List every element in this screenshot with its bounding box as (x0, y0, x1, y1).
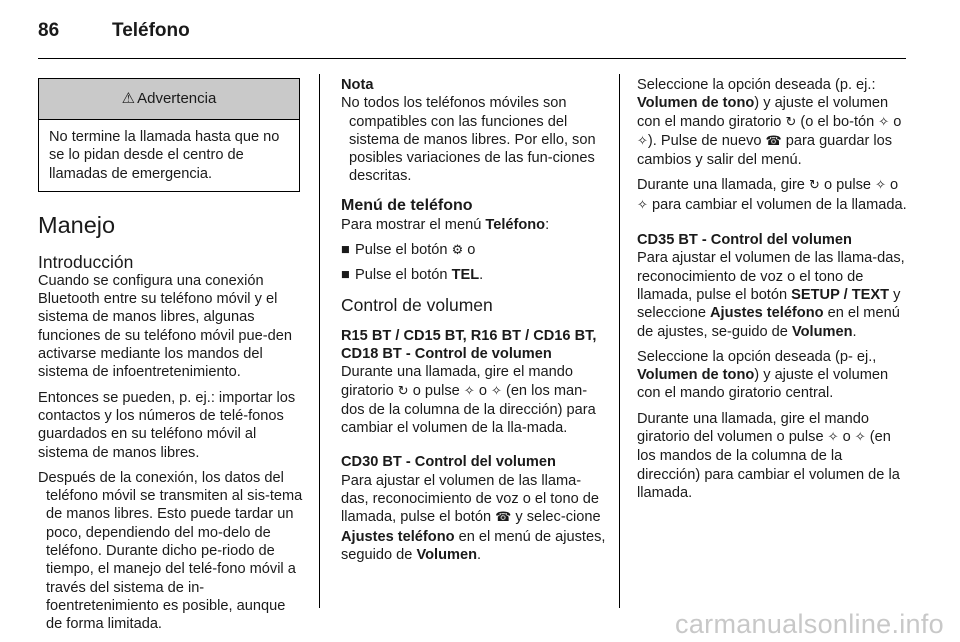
paragraph-during-call-2: Durante una llamada, gire el mando giratorio del volumen o pulse ✧ o ✧ (en los mandos de la columna de la dirección) para cambiar el volumen de la llamada. (637, 410, 900, 501)
volume-up-icon: ✧ (875, 178, 886, 194)
column-divider-2 (619, 74, 620, 608)
paragraph-during-call: Durante una llamada, gire ↻ o pulse ✧ o ✧ para cambiar el volumen de la llamada. (637, 177, 907, 213)
column-3 (637, 76, 909, 509)
volume-up-icon: ✧ (878, 114, 890, 130)
phone-icon: ☎ (765, 133, 782, 149)
volume-down-icon: ✧ (637, 197, 648, 213)
paragraph-intro-2: Entonces se pueden, p. ej.: importar los contactos y los números de telé-fonos guardados en su teléfono móvil al sistema de manos libres. (38, 389, 296, 461)
column-1 (38, 76, 304, 641)
rotary-knob-icon: ↻ (397, 383, 409, 399)
subheading-cd35: CD35 BT - Control del volumen (637, 232, 852, 249)
volume-up-icon: ✧ (463, 383, 475, 399)
paragraph-intro-3: Después de la conexión, los datos del teléfono móvil se transmiten al sis-tema de manos libres. Esto puede tardar un poco, dependiendo del mo-delo de teléfono. Durante dicho pe-riodo de tiempo, el manejo del telé-fono móvil a través del sistema de in-foentretenimiento es posible, aunque de forma limitada. (38, 469, 303, 633)
phone-icon: ☎ (495, 510, 512, 526)
volume-up-icon: ✧ (827, 430, 839, 446)
list-item: ■ Pulse el botón ⚙ o (341, 242, 476, 259)
section-heading-manejo: Manejo (38, 211, 116, 238)
column-2 (341, 76, 607, 571)
warning-text: No termine la llamada hasta que no se lo pidan desde el centro de llamadas de emergencia. (49, 129, 280, 182)
warning-title: Advertencia (137, 89, 217, 107)
subheading-cd30: CD30 BT - Control del volumen (341, 454, 556, 471)
paragraph-select-option-2: Seleccione la opción deseada (p- ej., Volumen de tono) y ajuste el volumen con el mando giratorio central. (637, 348, 889, 402)
subheading-r15: R15 BT / CD15 BT, R16 BT / CD16 BT, CD18 BT - Control de volumen (341, 327, 597, 362)
header-rule (38, 58, 906, 59)
column-divider-1 (319, 74, 320, 608)
watermark: carmanualsonline.info (675, 609, 944, 639)
heading-menu-telefono: Menú de teléfono (341, 196, 473, 214)
page-title: Teléfono (112, 20, 190, 41)
note-text: No todos los teléfonos móviles son compatibles con las funciones del sistema de manos libres. Por ello, son posibles variaciones de las fun-ciones descritas. (341, 95, 596, 185)
warning-header (39, 79, 299, 120)
menu-intro: Para mostrar el menú Teléfono: (341, 216, 550, 233)
warning-box (38, 78, 300, 192)
paragraph-cd35: Para ajustar el volumen de las llama-das, reconocimiento de voz o el tono de llamada, pulse el botón SETUP / TEXT y seleccione Ajustes teléfono en el menú de ajustes, se-guido de Volumen. (637, 250, 905, 340)
paragraph-intro-1: Cuando se configura una conexión Bluetooth entre su teléfono móvil y el sistema de manos libres, algunas funciones de su teléfono móvil pue-den activarse mediante los mandos del sistema de infoentretenimiento. (38, 272, 292, 381)
rotary-knob-icon: ↻ (785, 114, 797, 130)
volume-down-icon: ✧ (637, 133, 648, 149)
settings-button-icon: ⚙ (451, 243, 464, 259)
paragraph-cd30: Para ajustar el volumen de las llama-das, reconocimiento de voz o el tono de llamada, pulse el botón ☎ y selec-cione Ajustes teléfono en el menú de ajustes, seguido de Volumen. (341, 472, 606, 563)
heading-control-volumen: Control de volumen (341, 294, 493, 315)
paragraph-select-option: Seleccione la opción deseada (p. ej.: Volumen de tono) y ajuste el volumen con el mando giratorio ↻ (o el bo-tón ✧ o ✧). Pulse de nuevo ☎ para guardar los cambios y salir del menú. (637, 77, 902, 169)
list-item: ■ Pulse el botón TEL. (341, 267, 484, 284)
volume-down-icon: ✧ (854, 430, 866, 446)
subheading-introduccion: Introducción (38, 251, 134, 272)
note-label: Nota (341, 77, 374, 93)
volume-down-icon: ✧ (491, 383, 502, 399)
rotary-knob-icon: ↻ (808, 178, 820, 194)
bullet-icon: ■ (341, 242, 350, 259)
paragraph-r15: Durante una llamada, gire el mando giratorio ↻ o pulse ✧ o ✧ (en los man-dos de la columna de la dirección) para cambiar el volumen de la lla-mada. (341, 364, 596, 437)
page-number: 86 (38, 20, 60, 41)
bullet-icon: ■ (341, 267, 350, 284)
warning-icon: ⚠ (121, 89, 136, 107)
menu-steps-list (341, 241, 607, 285)
